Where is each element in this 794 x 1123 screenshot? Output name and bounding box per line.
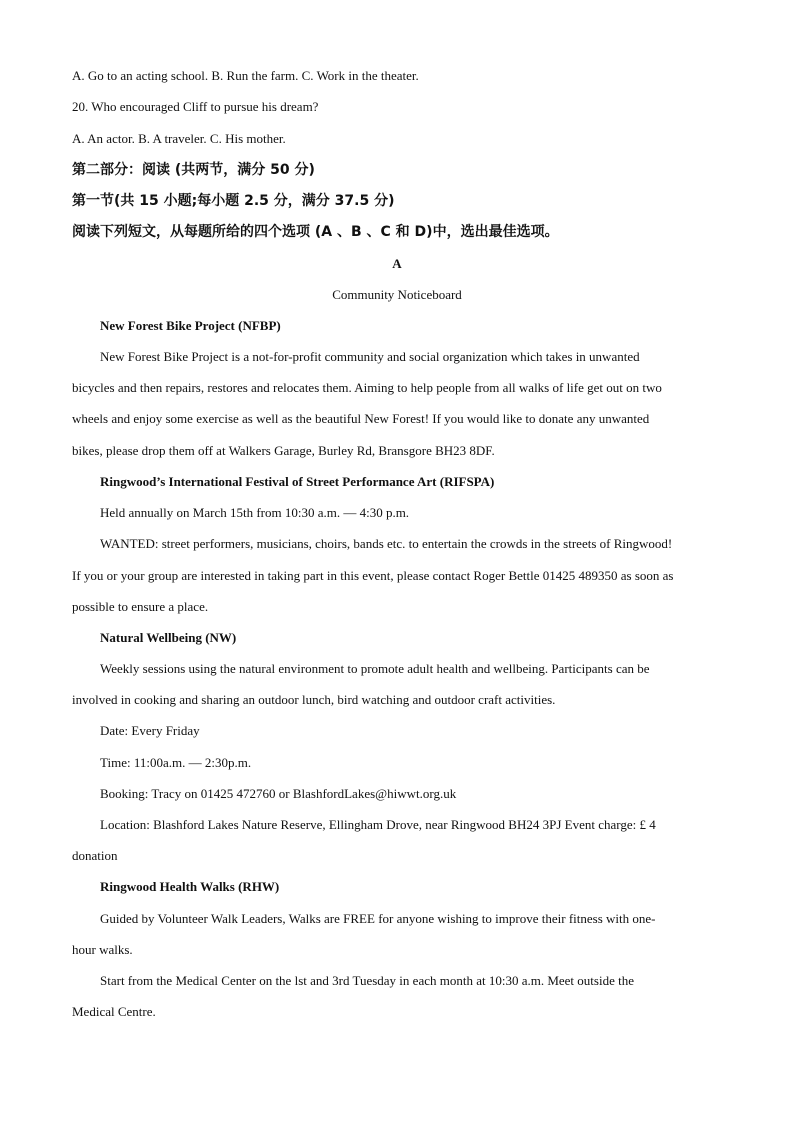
rhw-line: Medical Centre.: [72, 1004, 156, 1019]
q20-options: A. An actor. B. A traveler. C. His mother.: [72, 131, 286, 146]
reading-instruction: 阅读下列短文，从每题所给的四个选项 (A 、B 、C 和 D)中，选出最佳选项。: [72, 224, 559, 240]
nw-date: Date: Every Friday: [100, 723, 200, 738]
q20-question: 20. Who encouraged Cliff to pursue his dream?: [72, 99, 319, 114]
rhw-line: Start from the Medical Center on the lst and 3rd Tuesday in each month at 10:30 a.m. Meet outside the: [100, 973, 634, 988]
rhw-heading: Ringwood Health Walks (RHW): [100, 879, 280, 894]
passage-title: Community Noticeboard: [332, 287, 462, 302]
rhw-line: Guided by Volunteer Walk Leaders, Walks are FREE for anyone wishing to improve their fitness with one-: [100, 911, 656, 926]
nfbp-line: bikes, please drop them off at Walkers Garage, Burley Rd, Bransgore BH23 8DF.: [72, 443, 495, 458]
q19-options: A. Go to an acting school. B. Run the farm. C. Work in the theater.: [72, 68, 419, 83]
nfbp-line: wheels and enjoy some exercise as well as the beautiful New Forest! If you would like to donate any unwanted: [72, 411, 650, 426]
nw-time: Time: 11:00a.m. — 2:30p.m.: [100, 755, 252, 770]
rifspa-held: Held annually on March 15th from 10:30 a.m. — 4:30 p.m.: [100, 505, 410, 520]
nw-line: involved in cooking and sharing an outdoor lunch, bird watching and outdoor craft activities.: [72, 692, 556, 707]
rhw-line: hour walks.: [72, 942, 133, 957]
nfbp-heading: New Forest Bike Project (NFBP): [100, 318, 281, 333]
rifspa-line: If you or your group are interested in taking part in this event, please contact Roger Bettle 01425 489350 as soon as: [72, 568, 674, 583]
part-heading: 第二部分：阅读 (共两节，满分 50 分): [72, 162, 315, 178]
passage-letter: A: [392, 256, 402, 271]
rifspa-line: WANTED: street performers, musicians, choirs, bands etc. to entertain the crowds in the streets of Ringwood!: [100, 536, 673, 551]
nfbp-line: bicycles and then repairs, restores and relocates them. Aiming to help people from all walks of life get out on two: [72, 380, 662, 395]
nw-location-cont: donation: [72, 848, 118, 863]
section-heading: 第一节(共 15 小题;每小题 2.5 分，满分 37.5 分): [72, 193, 395, 209]
rifspa-line: possible to ensure a place.: [72, 599, 209, 614]
nw-heading: Natural Wellbeing (NW): [100, 630, 237, 645]
nfbp-line: New Forest Bike Project is a not-for-profit community and social organization which takes in unwanted: [100, 349, 640, 364]
rifspa-heading: Ringwood’s International Festival of Street Performance Art (RIFSPA): [100, 474, 495, 489]
nw-line: Weekly sessions using the natural environment to promote adult health and wellbeing. Participants can be: [100, 661, 650, 676]
nw-booking: Booking: Tracy on 01425 472760 or BlashfordLakes@hiwwt.org.uk: [100, 786, 457, 801]
nw-location: Location: Blashford Lakes Nature Reserve, Ellingham Drove, near Ringwood BH24 3PJ Event charge: £ 4: [100, 817, 656, 832]
